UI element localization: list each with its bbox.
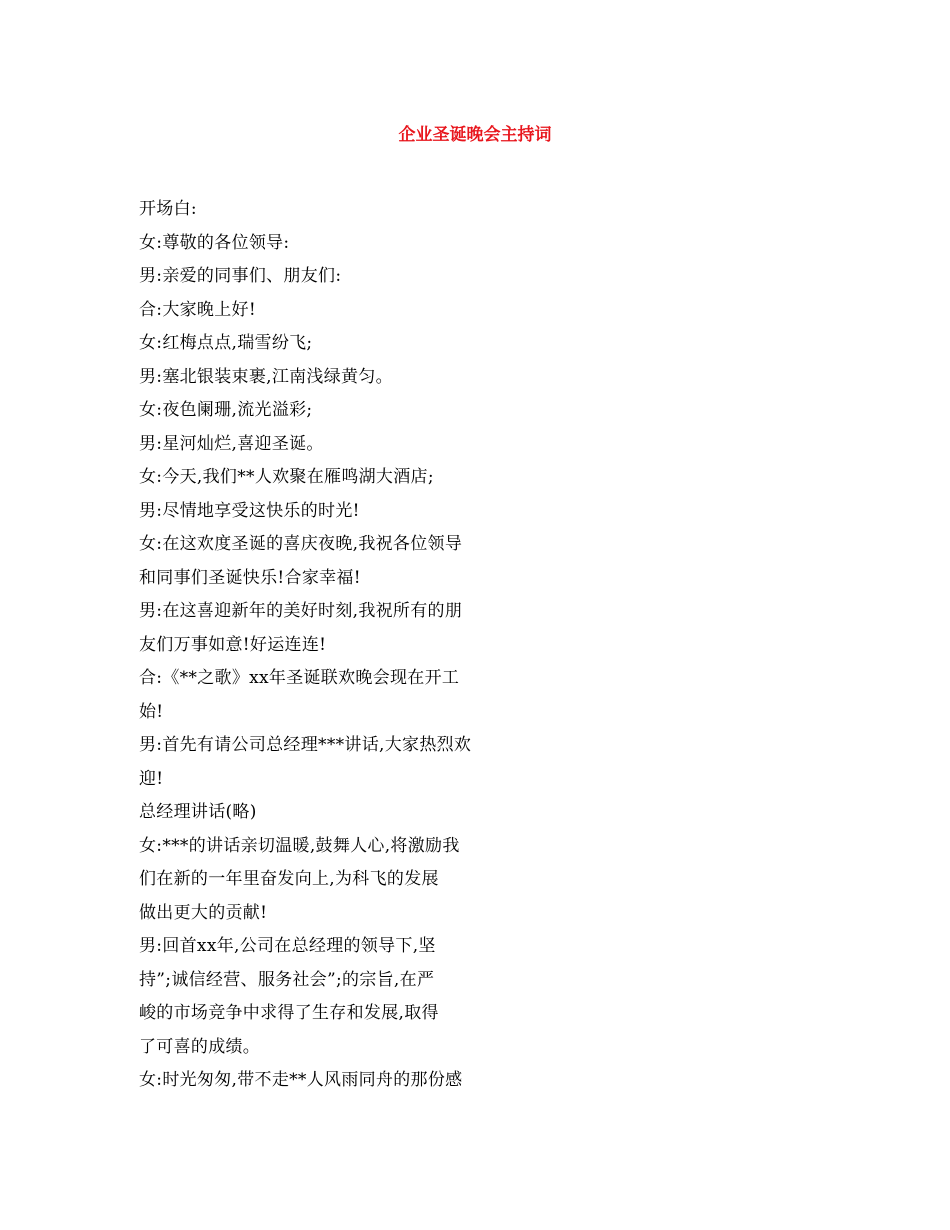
body-line: 女:夜色阑珊,流光溢彩; xyxy=(139,400,313,420)
body-line: 女:尊敬的各位领导: xyxy=(139,232,290,253)
body-line: 女:今天,我们**人欢聚在雁鸣湖大酒店; xyxy=(139,467,434,487)
body-line: 开场白: xyxy=(139,199,197,219)
body-line: 合:大家晚上好! xyxy=(139,299,256,320)
body-line: 持”;诚信经营、服务社会”;的宗旨,在严 xyxy=(139,969,435,990)
body-line: 了可喜的成绩。 xyxy=(139,1036,261,1057)
document-title: 企业圣诞晚会主持词 xyxy=(398,125,552,145)
body-line: 们在新的一年里奋发向上,为科飞的发展 xyxy=(139,869,439,889)
body-line: 做出更大的贡献! xyxy=(139,902,268,923)
body-line: 男:尽情地享受这快乐的时光! xyxy=(139,500,360,521)
body-line: 男:塞北银装束裹,江南浅绿黄匀。 xyxy=(139,366,393,387)
document-body xyxy=(139,193,519,1098)
body-line: 峻的市场竞争中求得了生存和发展,取得 xyxy=(139,1003,439,1023)
body-line: 迎! xyxy=(139,768,164,789)
body-line: 总经理讲话(略) xyxy=(139,802,257,822)
body-line: 男:星河灿烂,喜迎圣诞。 xyxy=(139,433,324,454)
body-line: 友们万事如意!好运连连! xyxy=(139,634,327,655)
body-line: 和同事们圣诞快乐!合家幸福! xyxy=(139,567,361,588)
body-line: 男:首先有请公司总经理***讲话,大家热烈欢 xyxy=(139,735,472,755)
body-line: 女:时光匆匆,带不走**人风雨同舟的那份感 xyxy=(139,1070,463,1090)
body-line: 合:《**之歌》xx年圣诞联欢晚会现在开工 xyxy=(139,668,460,688)
body-line: 始! xyxy=(139,701,164,722)
body-line: 女:红梅点点,瑞雪纷飞; xyxy=(139,333,313,353)
body-line: 女:在这欢度圣诞的喜庆夜晚,我祝各位领导 xyxy=(139,534,463,554)
body-line: 男:在这喜迎新年的美好时刻,我祝所有的朋 xyxy=(139,601,463,621)
body-line: 男:回首xx年,公司在总经理的领导下,坚 xyxy=(139,936,436,956)
body-line: 男:亲爱的同事们、朋友们: xyxy=(139,266,342,286)
body-line: 女:***的讲话亲切温暖,鼓舞人心,将激励我 xyxy=(139,835,460,856)
